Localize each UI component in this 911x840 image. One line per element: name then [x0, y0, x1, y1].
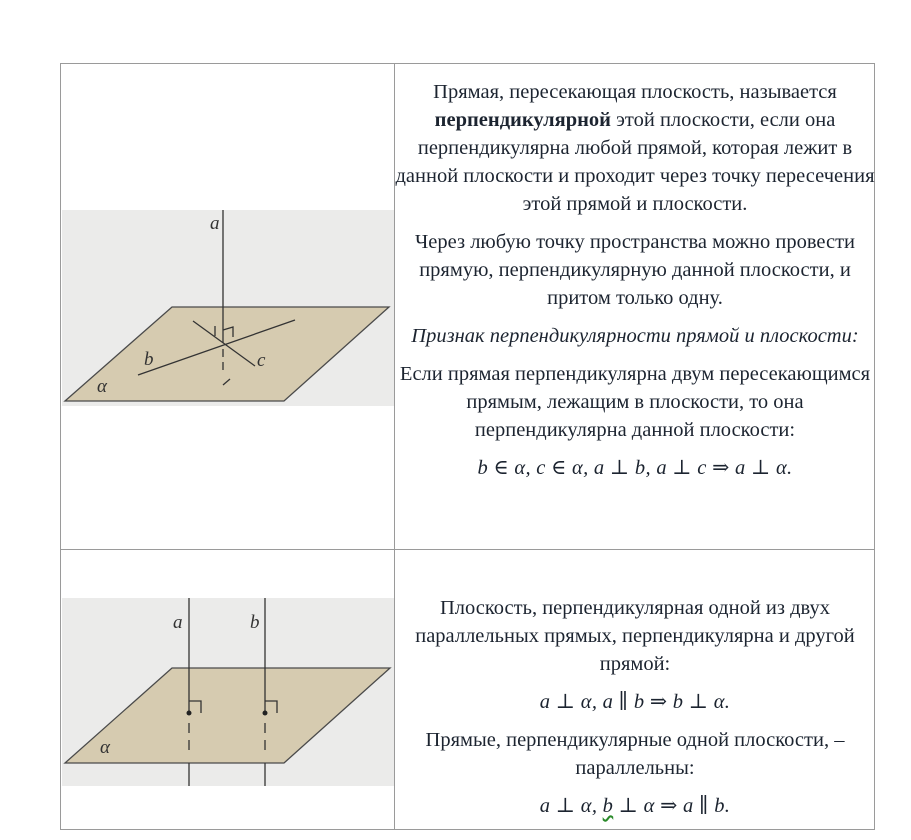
- intersection-point-a: [187, 711, 192, 716]
- criterion-text: Если прямая перпендикулярна двум пересекающимся прямым, лежащим в плоскости, то она перпендикулярна данной плоскости:: [399, 363, 871, 441]
- label-b-2: b: [250, 612, 260, 633]
- intersection-point-b: [263, 711, 268, 716]
- row2-text: [395, 594, 875, 830]
- label-alpha: α: [97, 376, 107, 397]
- criterion-formula: b ∈ α, c ∈ α, a ⊥ b, a ⊥ c ⇒ a ⊥ α.: [477, 457, 793, 479]
- statement-1: Плоскость, перпендикулярная одной из двух параллельных прямых, перпендикулярна и другой прямой:: [415, 597, 855, 675]
- row-divider: [61, 549, 874, 550]
- formula-1: a ⊥ α, a ∥ b ⇒ b ⊥ α.: [539, 691, 731, 713]
- label-alpha-2: α: [100, 737, 110, 758]
- row1-text: [395, 78, 875, 492]
- figure-parallel-lines-perpendicular-plane: [62, 598, 394, 786]
- definition: Прямая, пересекающая плоскость, называется перпендикулярной этой плоскости, если она перпендикулярна любой прямой, которая лежит в данной плоскости и проходит через точку пересечения этой прямой и плоскости.: [395, 81, 875, 215]
- definition-term: перпендикулярной: [434, 109, 611, 131]
- plane-alpha-2: [65, 668, 390, 763]
- formula-2: a ⊥ α, b ⊥ α ⇒ a ∥ b.: [539, 795, 731, 817]
- criterion-title: Признак перпендикулярности прямой и плоскости:: [411, 325, 859, 347]
- theorem-table: [60, 63, 875, 830]
- label-b: b: [144, 349, 154, 370]
- theorem-text: Через любую точку пространства можно провести прямую, перпендикулярную данной плоскости, и притом только одну.: [414, 231, 856, 309]
- statement-2: Прямые, перпендикулярные одной плоскости, – параллельны:: [425, 729, 845, 779]
- label-a: a: [210, 213, 220, 234]
- label-c: c: [257, 350, 266, 371]
- label-a-2: a: [173, 612, 183, 633]
- plane-alpha: [65, 307, 389, 401]
- figure-line-perpendicular-plane: [62, 210, 394, 406]
